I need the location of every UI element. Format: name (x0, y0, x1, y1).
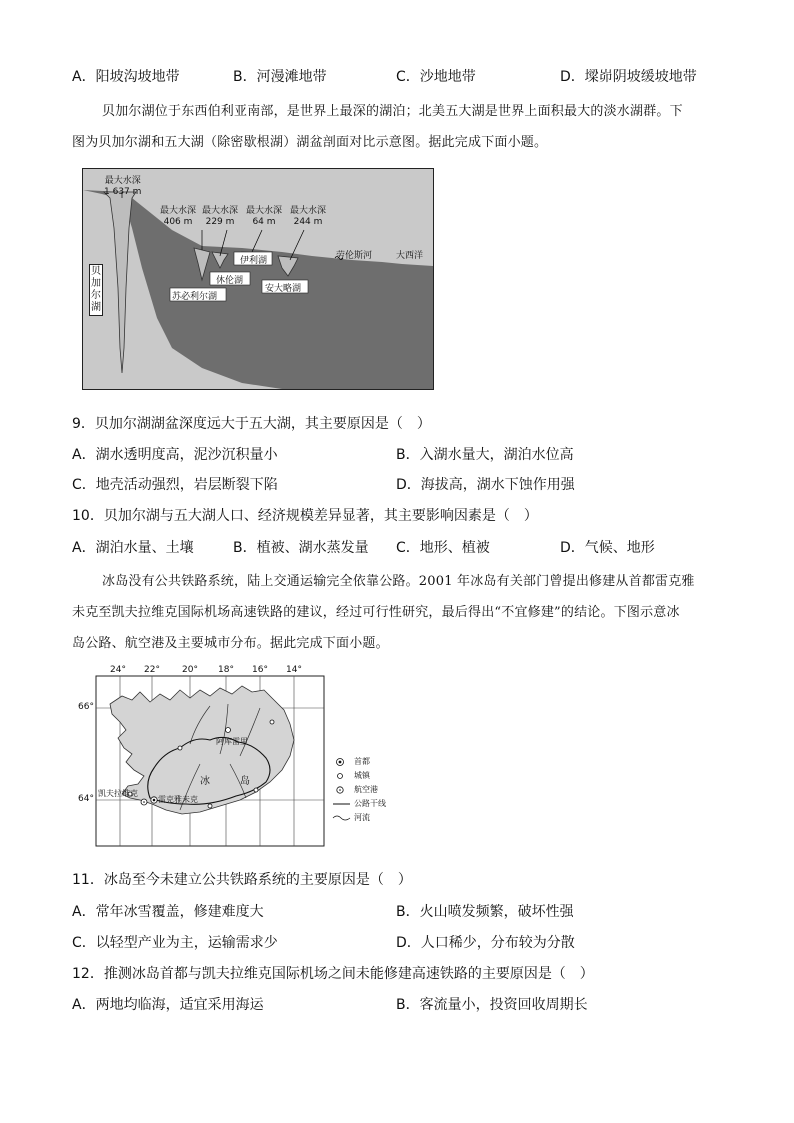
q8-option-b: B．河漫滩地带 (233, 69, 327, 85)
lat-64-label: 64° (78, 794, 94, 804)
ontario-depth-label: 最大水深 244 m (290, 206, 327, 227)
island-label-2: 岛 (240, 776, 250, 787)
q11-option-d: D．人口稀少，分布较为分散 (396, 935, 575, 951)
q11-option-b: B．火山喷发频繁，破坏性强 (396, 904, 574, 920)
keflavik-label: 凯夫拉维克 (98, 789, 138, 798)
atlantic-label: 大西洋 (396, 251, 424, 261)
q12-option-b: B．客流量小，投资回收周期长 (396, 997, 588, 1013)
q10-option-a: A．湖泊水量、土壤 (72, 540, 194, 556)
q9-option-d: D．海拔高，湖水下蚀作用强 (396, 477, 575, 493)
legend-capital: 首都 (354, 757, 370, 766)
q12-option-a: A．两地均临海，适宜采用海运 (72, 997, 264, 1013)
passage2-line3: 岛公路、航空港及主要城市分布。据此完成下面小题。 (72, 636, 389, 651)
legend-river: 河流 (354, 813, 370, 822)
q10-option-d: D．气候、地形 (560, 540, 655, 556)
lake-profile-svg (82, 168, 434, 390)
passage2-line1: 冰岛没有公共铁路系统，陆上交通运输完全依靠公路。2001 年冰岛有关部门曾提出修建从首都雷克雅 (102, 574, 695, 589)
passage1-line2: 图为贝加尔湖和五大湖（除密歇根湖）湖盆剖面对比示意图。据此完成下面小题。 (72, 135, 548, 150)
baikal-name-label: 贝 加 尔 湖 (89, 264, 103, 316)
passage1-line1: 贝加尔湖位于东西伯利亚南部，是世界上最深的湖泊；北美五大湖是世界上面积最大的淡水湖群。下 (102, 104, 683, 119)
huron-depth-label: 最大水深 229 m (202, 206, 239, 227)
q12-stem: 12．推测冰岛首都与凯夫拉维克国际机场之间未能修建高速铁路的主要原因是（ ） (72, 966, 594, 982)
huron-name-label: 休伦湖 (216, 276, 244, 286)
lon-24-label: 24° (110, 665, 126, 675)
q10-option-b: B．植被、湖水蒸发量 (233, 540, 369, 556)
map-legend (332, 754, 412, 828)
reykjavik-label: 雷克雅未克 (158, 795, 198, 804)
superior-name-label: 苏必利尔湖 (172, 292, 218, 302)
passage2-line2: 未克至凯夫拉维克国际机场高速铁路的建议，经过可行性研究，最后得出“不宜修建”的结论。下图示意冰 (72, 605, 680, 620)
legend-road: 公路干线 (354, 799, 386, 808)
q9-option-a: A．湖水透明度高，泥沙沉积量小 (72, 447, 278, 463)
q11-option-c: C．以轻型产业为主，运输需求少 (72, 935, 278, 951)
q10-option-c: C．地形、植被 (396, 540, 490, 556)
q9-stem: 9．贝加尔湖湖盆深度远大于五大湖，其主要原因是（ ） (72, 416, 431, 432)
q8-option-a: A．阳坡沟坡地带 (72, 69, 180, 85)
q9-option-c: C．地壳活动强烈，岩层断裂下陷 (72, 477, 278, 493)
baikal-depth-label: 最大水深 1 637 m (104, 176, 142, 197)
legend-town: 城镇 (354, 771, 370, 780)
lon-14-label: 14° (286, 665, 302, 675)
q8-option-d: D．墚峁阴坡缓坡地带 (560, 69, 697, 85)
iceland-map-figure (70, 664, 330, 850)
lon-20-label: 20° (182, 665, 198, 675)
island-label-1: 冰 (200, 776, 210, 787)
lon-18-label: 18° (218, 665, 234, 675)
q11-stem: 11．冰岛至今未建立公共铁路系统的主要原因是（ ） (72, 872, 412, 888)
erie-name-label: 伊利湖 (240, 256, 268, 266)
st-lawrence-label: 劳伦斯河 (336, 251, 373, 261)
lon-22-label: 22° (144, 665, 160, 675)
lake-profile-figure (82, 168, 434, 390)
superior-depth-label: 最大水深 406 m (160, 206, 197, 227)
q8-option-c: C．沙地地带 (396, 69, 476, 85)
q10-stem: 10．贝加尔湖与五大湖人口、经济规模差异显著，其主要影响因素是（ ） (72, 508, 538, 524)
legend-airport: 航空港 (354, 785, 378, 794)
ontario-name-label: 安大略湖 (265, 284, 302, 294)
akureyri-label: 阿库雷里 (216, 737, 248, 746)
erie-depth-label: 最大水深 64 m (246, 206, 283, 227)
lon-16-label: 16° (252, 665, 268, 675)
q9-option-b: B．入湖水量大，湖泊水位高 (396, 447, 574, 463)
iceland-map-svg (70, 664, 330, 850)
lat-66-label: 66° (78, 702, 94, 712)
q11-option-a: A．常年冰雪覆盖，修建难度大 (72, 904, 264, 920)
